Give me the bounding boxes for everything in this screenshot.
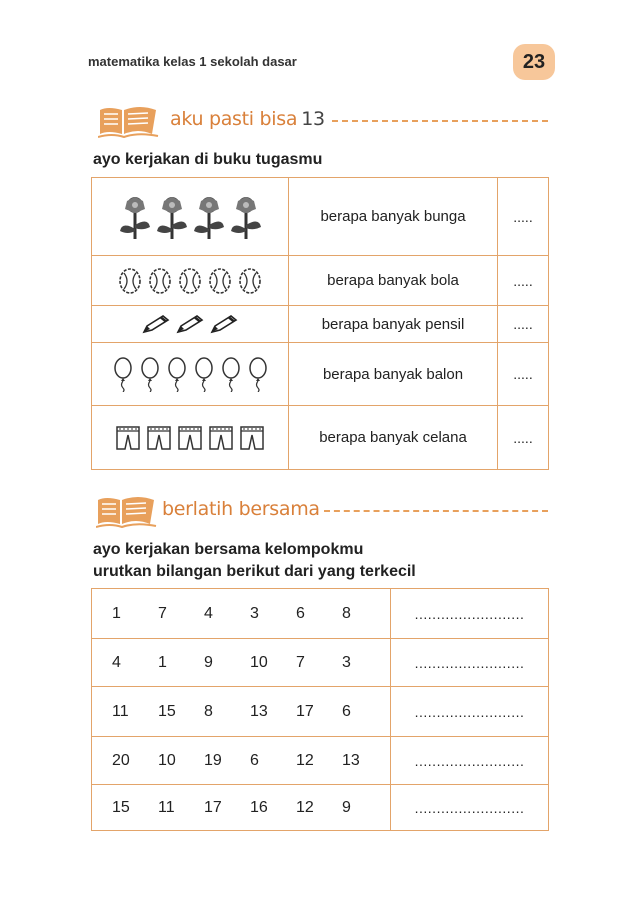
number: 6: [296, 604, 305, 622]
dashed-divider: [324, 510, 548, 512]
answer-cell[interactable]: .........................: [391, 785, 549, 831]
number: 13: [250, 702, 268, 720]
numbers-cell: [92, 639, 391, 687]
open-book-icon: [96, 494, 158, 530]
number: 1: [112, 604, 121, 622]
section1-label: aku pasti bisa: [170, 108, 298, 130]
answer-cell[interactable]: .........................: [391, 737, 549, 785]
number: 11: [158, 798, 175, 816]
number: 17: [296, 702, 314, 720]
flower-icon: [192, 195, 226, 239]
image-cell: [92, 256, 289, 306]
table-row: [92, 737, 549, 785]
answer-cell[interactable]: .....: [498, 343, 549, 406]
answer-cell[interactable]: .....: [498, 256, 549, 306]
number: 6: [250, 751, 259, 769]
section1-instruction: ayo kerjakan di buku tugasmu: [93, 151, 323, 168]
section2-label: berlatih bersama: [162, 498, 320, 520]
number: 12: [296, 798, 314, 816]
flower-icon: [118, 195, 152, 239]
table-row: [92, 256, 549, 306]
answer-cell[interactable]: .........................: [391, 687, 549, 737]
number: 9: [204, 653, 213, 671]
pencil-icon: [141, 313, 171, 335]
number: 15: [158, 702, 176, 720]
answer-cell[interactable]: .........................: [391, 589, 549, 639]
ordering-table: [91, 588, 549, 831]
ball-icon: [178, 267, 202, 295]
flower-icon: [155, 195, 189, 239]
section-heading-berlatih-bersama: [96, 494, 550, 534]
table-row: [92, 687, 549, 737]
pants-icon: [208, 425, 234, 451]
question-cell: berapa banyak balon: [289, 343, 498, 406]
number: 8: [342, 604, 351, 622]
table-row: [92, 178, 549, 256]
balloon-icon: [140, 356, 160, 392]
ball-icon: [238, 267, 262, 295]
balloon-icon: [248, 356, 268, 392]
number: 9: [342, 798, 351, 816]
page-number: 23: [513, 44, 555, 80]
question-cell: berapa banyak pensil: [289, 306, 498, 343]
question-cell: berapa banyak bunga: [289, 178, 498, 256]
number: 11: [112, 702, 129, 720]
table-row: [92, 306, 549, 343]
balloon-icon: [113, 356, 133, 392]
number: 7: [296, 653, 305, 671]
numbers-cell: [92, 589, 391, 639]
answer-cell[interactable]: .....: [498, 178, 549, 256]
number: 13: [342, 751, 360, 769]
question-cell: berapa banyak bola: [289, 256, 498, 306]
dashed-divider: [332, 120, 548, 122]
number: 8: [204, 702, 213, 720]
pencil-icon: [175, 313, 205, 335]
counting-table: [91, 177, 549, 470]
number: 4: [204, 604, 213, 622]
number: 7: [158, 604, 167, 622]
pencil-icon: [209, 313, 239, 335]
number: 4: [112, 653, 121, 671]
number: 16: [250, 798, 268, 816]
pants-icon: [177, 425, 203, 451]
number: 3: [250, 604, 259, 622]
number: 12: [296, 751, 314, 769]
section2-instruction-2: urutkan bilangan berikut dari yang terkecil: [93, 563, 416, 580]
ball-icon: [208, 267, 232, 295]
pants-icon: [115, 425, 141, 451]
balloon-icon: [194, 356, 214, 392]
number: 3: [342, 653, 351, 671]
numbers-cell: [92, 687, 391, 737]
number: 20: [112, 751, 130, 769]
number: 10: [158, 751, 176, 769]
balloon-icon: [167, 356, 187, 392]
answer-cell[interactable]: .....: [498, 306, 549, 343]
section1-number: 13: [301, 108, 325, 130]
numbers-cell: [92, 785, 391, 831]
number: 10: [250, 653, 268, 671]
number: 1: [158, 653, 167, 671]
flower-icon: [229, 195, 263, 239]
image-cell: [92, 178, 289, 256]
table-row: [92, 589, 549, 639]
header-title: matematika kelas 1 sekolah dasar: [88, 54, 297, 69]
pants-icon: [146, 425, 172, 451]
table-row: [92, 639, 549, 687]
balloon-icon: [221, 356, 241, 392]
table-row: [92, 785, 549, 831]
number: 17: [204, 798, 222, 816]
image-cell: [92, 306, 289, 343]
ball-icon: [118, 267, 142, 295]
table-row: [92, 406, 549, 470]
ball-icon: [148, 267, 172, 295]
answer-cell[interactable]: .....: [498, 406, 549, 470]
image-cell: [92, 343, 289, 406]
section2-instruction-1: ayo kerjakan bersama kelompokmu: [93, 541, 364, 558]
number: 19: [204, 751, 222, 769]
number: 15: [112, 798, 130, 816]
answer-cell[interactable]: .........................: [391, 639, 549, 687]
number: 6: [342, 702, 351, 720]
pants-icon: [239, 425, 265, 451]
numbers-cell: [92, 737, 391, 785]
open-book-icon: [98, 104, 160, 140]
table-row: [92, 343, 549, 406]
section-heading-aku-pasti-bisa: [98, 104, 550, 144]
image-cell: [92, 406, 289, 470]
question-cell: berapa banyak celana: [289, 406, 498, 470]
